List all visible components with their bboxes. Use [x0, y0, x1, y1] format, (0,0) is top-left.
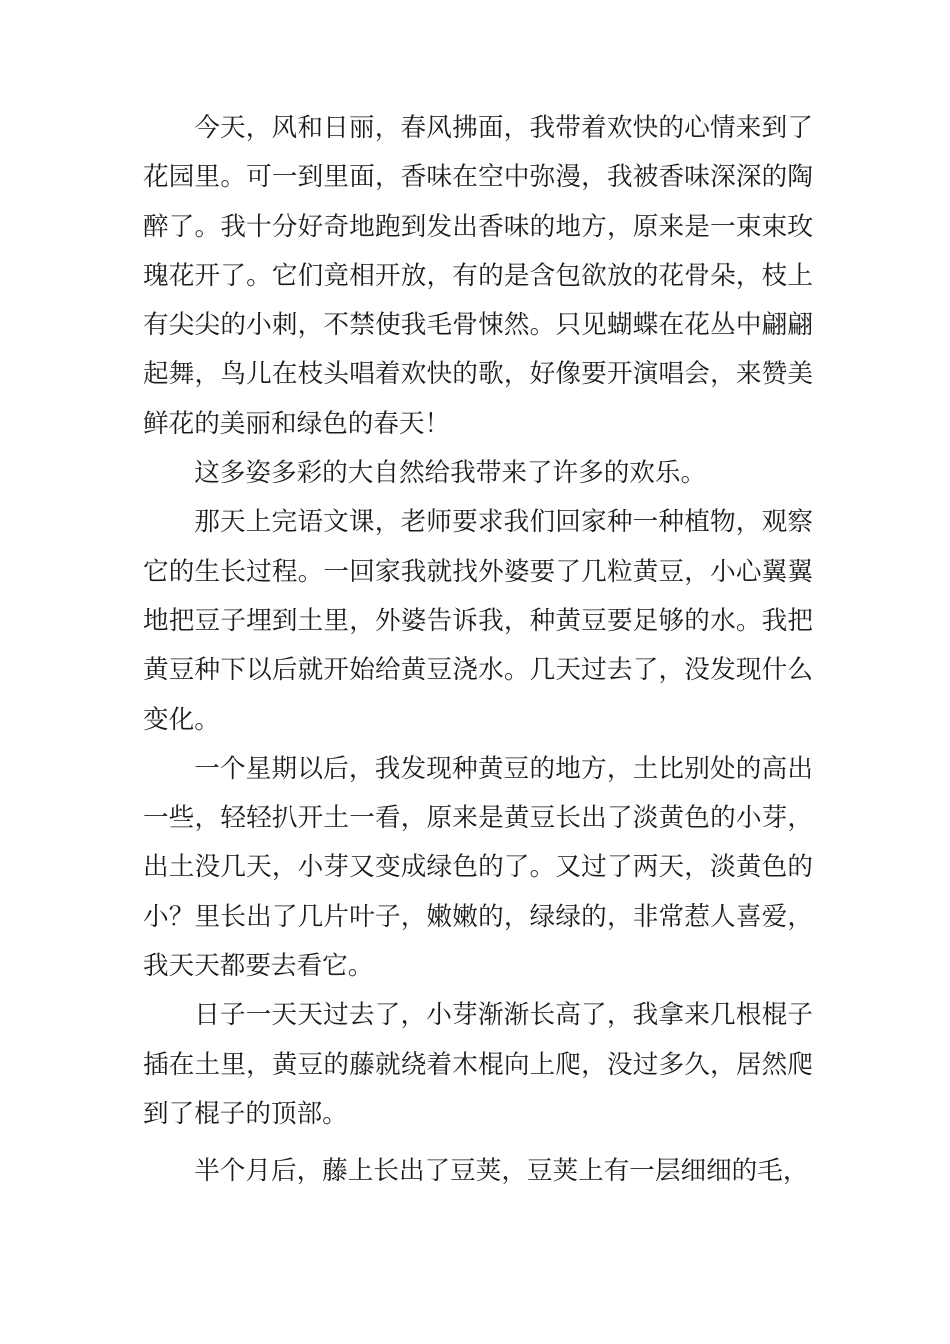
paragraph-garden: 今天，风和日丽，春风拂面，我带着欢快的心情来到了花园里。可一到里面，香味在空中弥漫，我被香味深深的陶醉了。我十分好奇地跑到发出香味的地方，原来是一束束玫瑰花开了。它们竟相开放，有的是含包欲放的花骨朵，枝上有尖尖的小刺，不禁使我毛骨悚然。只见蝴蝶在花丛中翩翩起舞，鸟儿在枝头唱着欢快的歌，好像要开演唱会，来赞美鲜花的美丽和绿色的春天！: [143, 113, 813, 439]
paragraph-nature-joy: 这多姿多彩的大自然给我带来了许多的欢乐。: [194, 458, 707, 489]
document-body: [143, 104, 813, 1197]
paragraph-sprout: 一个星期以后，我发现种黄豆的地方，土比别处的高出一些，轻轻扒开土一看，原来是黄豆长出了淡黄色的小芽，出土没几天，小芽又变成绿色的了。又过了两天，淡黄色的小？里长出了几片叶子，嫩嫩的，绿绿的，非常惹人喜爱，我天天都要去看它。: [143, 753, 813, 982]
paragraph-pods: 半个月后，藤上长出了豆荚，豆荚上有一层细细的毛，: [194, 1156, 809, 1187]
paragraph-planting: 那天上完语文课，老师要求我们回家种一种植物，观察它的生长过程。一回家我就找外婆要了几粒黄豆，小心翼翼地把豆子埋到土里，外婆告诉我，种黄豆要足够的水。我把黄豆种下以后就开始给黄豆浇水。几天过去了，没发现什么变化。: [143, 507, 813, 735]
paragraph-growing: 日子一天天过去了，小芽渐渐长高了，我拿来几根棍子插在土里，黄豆的藤就绕着木棍向上爬，没过多久，居然爬到了棍子的顶部。: [143, 1000, 813, 1129]
